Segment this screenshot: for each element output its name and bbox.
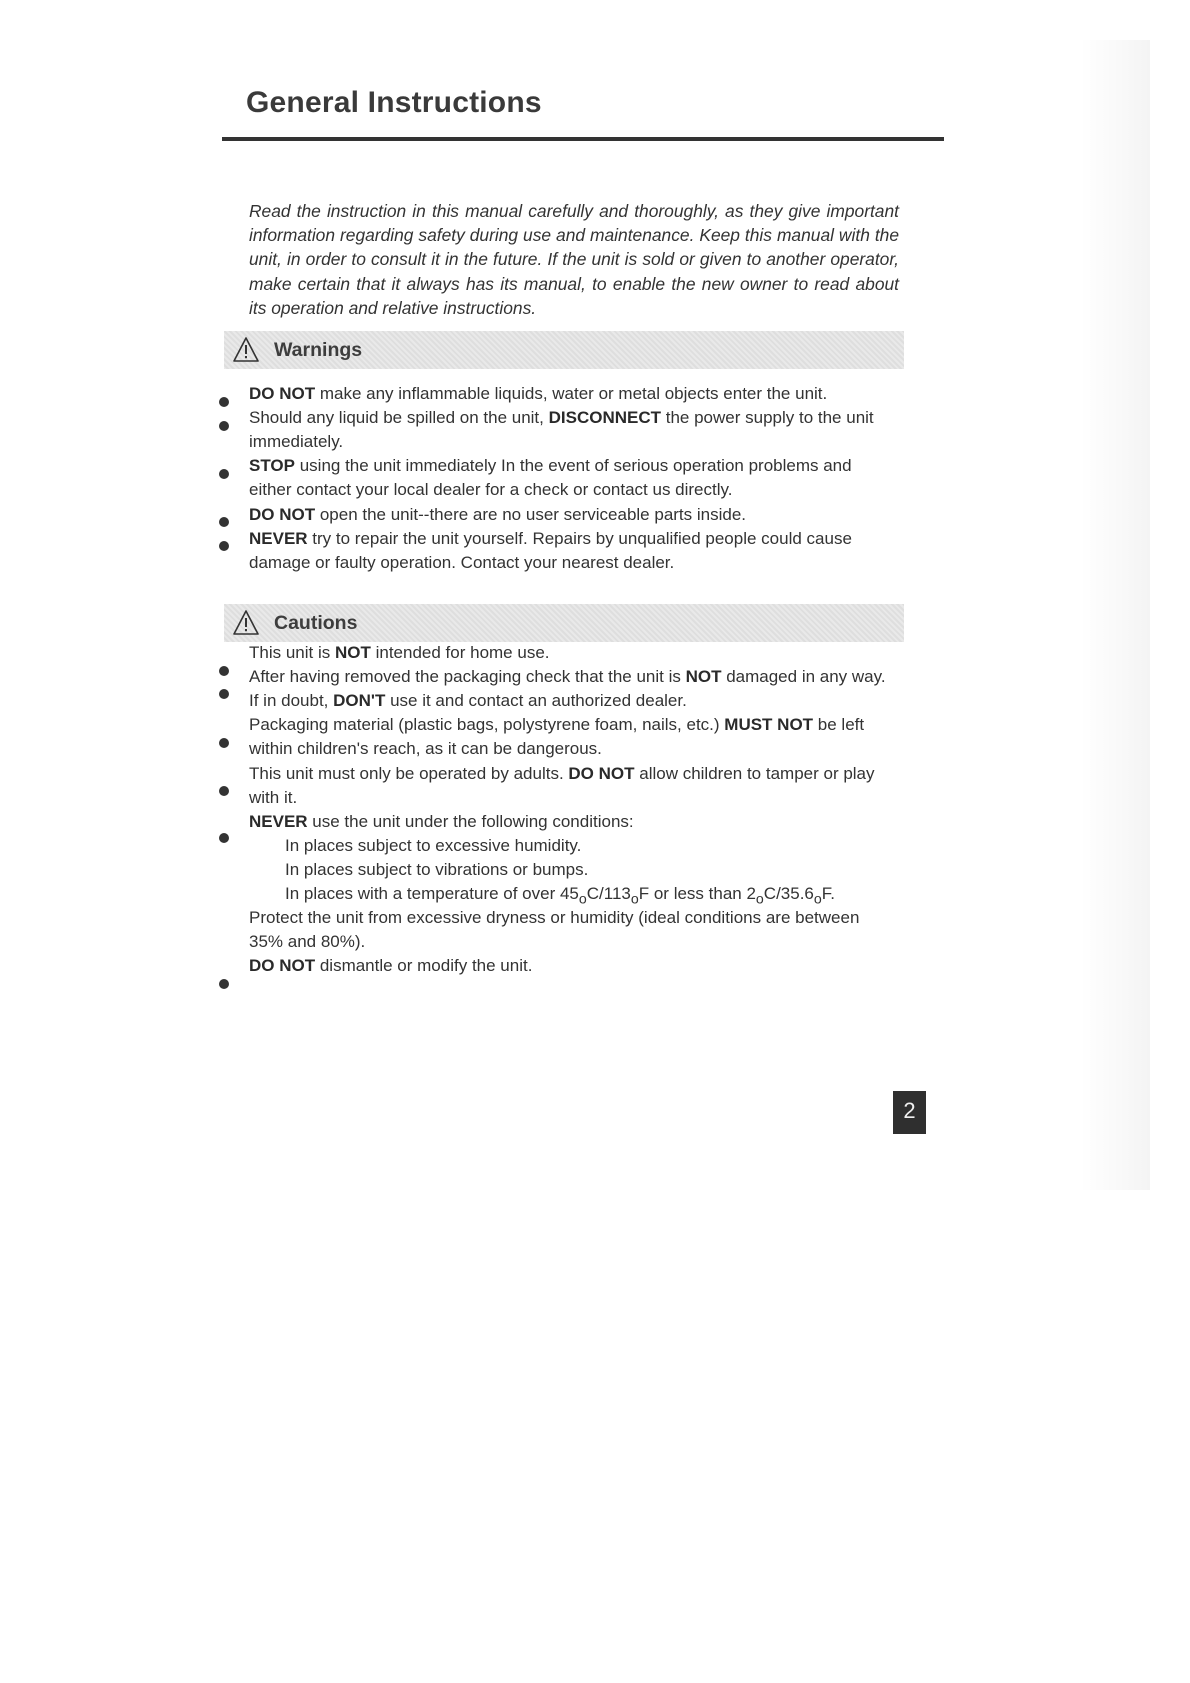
cautions-header	[224, 604, 904, 642]
line-text: F.	[821, 884, 835, 903]
warnings-heading: Warnings	[274, 339, 363, 361]
line-text: make any inflammable liquids, water or metal objects enter the unit.	[315, 384, 828, 403]
emphasis-text: NOT	[685, 667, 722, 687]
warning-triangle-icon	[232, 609, 260, 636]
line-text: with it.	[249, 787, 298, 807]
line-text: allow children to tamper or play	[634, 763, 875, 783]
page-title: General Instructions	[246, 86, 542, 119]
text-line	[249, 908, 859, 928]
caution-bullet	[219, 833, 229, 843]
line-text: This unit is	[249, 643, 335, 662]
emphasis-text: NOT	[334, 643, 371, 662]
text-line	[249, 505, 746, 525]
line-text: use the unit under the following conditions:	[307, 811, 634, 831]
line-text: use it and contact an authorized dealer.	[385, 691, 687, 711]
cautions-heading: Cautions	[274, 612, 358, 634]
page-number: 2	[893, 1091, 926, 1134]
warning-triangle-icon	[232, 336, 260, 363]
line-text: immediately.	[249, 432, 344, 452]
emphasis-text: DO NOT	[249, 384, 316, 403]
caution-bullet	[219, 738, 229, 748]
text-line	[249, 553, 674, 573]
text-line	[249, 643, 550, 663]
line-text: damage or faulty operation. Contact your nearest dealer.	[249, 552, 675, 572]
line-text: intended for home use.	[370, 643, 550, 662]
line-text: within children's reach, as it can be dangerous.	[249, 739, 602, 759]
line-text: After having removed the packaging check that the unit is	[249, 667, 686, 687]
emphasis-text: DISCONNECT	[548, 408, 662, 428]
text-line	[249, 408, 874, 428]
scan-edge-shadow	[1080, 40, 1150, 1190]
text-line	[249, 691, 687, 711]
text-line	[249, 432, 343, 452]
line-text: Should any liquid be spilled on the unit,	[249, 408, 549, 428]
text-line	[249, 480, 732, 500]
emphasis-text: MUST NOT	[724, 715, 814, 735]
caution-bullet	[219, 786, 229, 796]
title-rule	[222, 137, 944, 141]
line-text: try to repair the unit yourself. Repairs by unqualified people could cause	[307, 528, 852, 548]
warnings-header	[224, 331, 904, 369]
line-text: In places subject to excessive humidity.	[285, 835, 582, 855]
line-text: using the unit immediately In the event of serious operation problems and	[294, 456, 852, 476]
emphasis-text: DO NOT	[249, 956, 316, 976]
intro-paragraph: Read the instruction in this manual carefully and thoroughly, as they give important information regarding safety during use and maintenance. Keep this manual with the unit, in order to consult it in the future. If the unit is sold or given to another operator, make certain that it always has its manual, to enable the new owner to read about its operation and relative instructions.	[249, 201, 899, 318]
warning-bullet	[219, 397, 229, 407]
degree-mark: o	[578, 891, 587, 908]
degree-mark: o	[813, 891, 822, 908]
line-text: Packaging material (plastic bags, polystyrene foam, nails, etc.)	[249, 715, 725, 735]
line-text: Protect the unit from excessive dryness or humidity (ideal conditions are between	[249, 908, 860, 928]
line-text: be left	[813, 715, 865, 735]
emphasis-text: DO NOT	[249, 504, 316, 524]
text-line	[249, 456, 852, 476]
text-line	[249, 956, 532, 976]
degree-mark: o	[755, 891, 764, 908]
text-line	[249, 715, 864, 735]
line-text: If in doubt,	[249, 691, 334, 711]
caution-bullet	[219, 689, 229, 699]
text-line	[285, 860, 588, 880]
line-text: dismantle or modify the unit.	[315, 956, 533, 976]
line-text: either contact your local dealer for a check or contact us directly.	[249, 480, 733, 500]
emphasis-text: NEVER	[249, 811, 308, 831]
emphasis-text: DON'T	[333, 691, 386, 711]
line-text: F or less than 2	[638, 884, 756, 903]
text-line	[249, 384, 827, 404]
text-line	[285, 884, 835, 907]
text-line	[249, 812, 634, 832]
text-line	[249, 667, 886, 687]
text-line	[249, 932, 365, 952]
line-text: open the unit--there are no user serviceable parts inside.	[315, 504, 747, 524]
text-line	[249, 788, 297, 808]
line-text: the power supply to the unit	[661, 408, 874, 428]
warning-bullet	[219, 421, 229, 431]
warning-bullet	[219, 517, 229, 527]
line-text: C/113	[586, 884, 631, 903]
degree-mark: o	[630, 891, 639, 908]
warning-bullet	[219, 541, 229, 551]
emphasis-text: DO NOT	[568, 763, 635, 783]
emphasis-text: STOP	[249, 456, 295, 476]
text-line	[249, 529, 852, 549]
line-text: C/35.6	[763, 884, 814, 903]
line-text: damaged in any way.	[721, 667, 886, 687]
text-line	[249, 739, 602, 759]
text-line	[249, 764, 875, 784]
caution-bullet	[219, 666, 229, 676]
text-line	[285, 836, 581, 856]
line-text: This unit must only be operated by adults.	[249, 763, 569, 783]
line-text: In places subject to vibrations or bumps.	[285, 859, 589, 879]
caution-bullet	[219, 979, 229, 989]
warning-bullet	[219, 469, 229, 479]
line-text: In places with a temperature of over 45	[285, 884, 579, 903]
line-text: 35% and 80%).	[249, 932, 366, 952]
emphasis-text: NEVER	[249, 528, 308, 548]
